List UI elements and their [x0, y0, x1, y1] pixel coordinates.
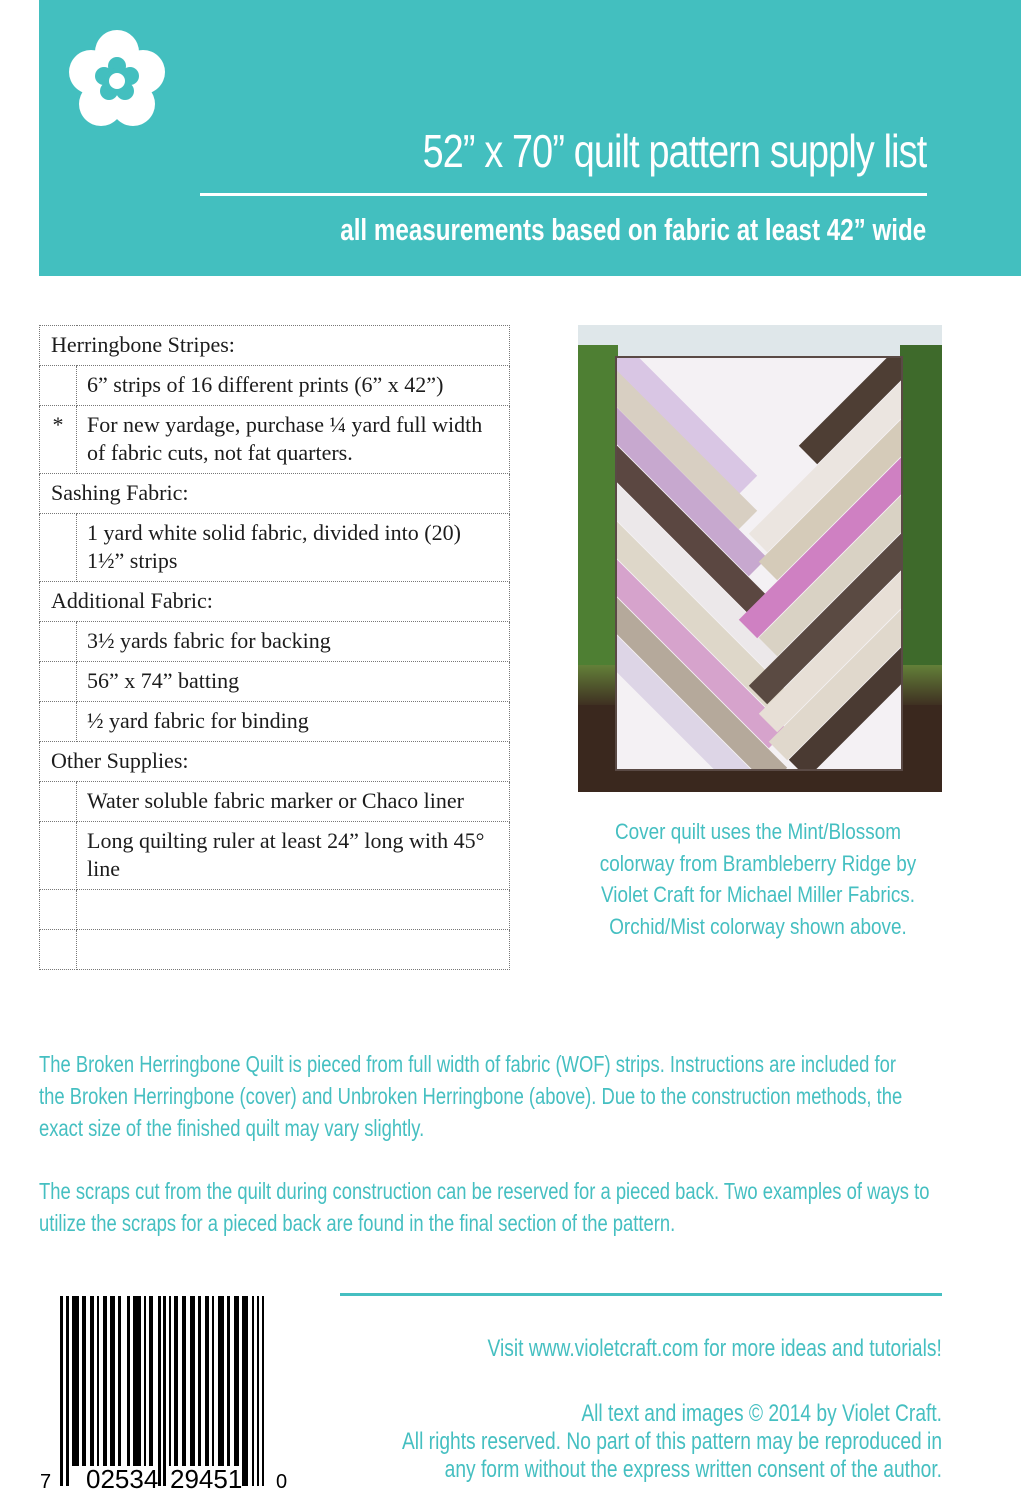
page-subtitle: all measurements based on fabric at least 42” wide: [340, 212, 926, 247]
item-text: 1 yard white solid fabric, divided into (20) 1½” strips: [77, 514, 510, 582]
category-row: [40, 474, 510, 514]
item-mark: [40, 366, 77, 406]
item-row: [40, 622, 510, 662]
item-mark: [40, 622, 77, 662]
item-text: For new yardage, purchase ¼ yard full width of fabric cuts, not fat quarters.: [77, 406, 510, 474]
item-row: [40, 822, 510, 890]
item-text: 6” strips of 16 different prints (6” x 42”): [77, 366, 510, 406]
website-link[interactable]: Visit www.violetcraft.com for more ideas and tutorials!: [487, 1335, 942, 1362]
item-mark: [40, 514, 77, 582]
category-row: [40, 326, 510, 366]
category-label: Additional Fabric:: [40, 582, 510, 622]
item-mark: [40, 822, 77, 890]
copyright-line-1: All text and images © 2014 by Violet Craft.: [581, 1400, 942, 1427]
item-row: [40, 782, 510, 822]
category-row: [40, 582, 510, 622]
description-paragraph-1: The Broken Herringbone Quilt is pieced from full width of fabric (WOF) strips. Instructions are included for the Broken Herringbone (cover) and Unbroken Herringbone (above). Due to the construction methods, the exact size of the finished quilt may vary slightly.: [39, 1051, 903, 1141]
quilt-photo: [578, 325, 942, 792]
description-paragraph-2: The scraps cut from the quilt during construction can be reserved for a pieced back. Two examples of ways to utilize the scraps for a pieced back are found in the final section of the pattern.: [39, 1178, 930, 1236]
asterisk-mark: *: [40, 406, 77, 474]
item-text: 56” x 74” batting: [77, 662, 510, 702]
title-divider: [200, 193, 927, 196]
page-title: 52” x 70” quilt pattern supply list: [422, 125, 926, 177]
item-row: [40, 702, 510, 742]
item-text: Water soluble fabric marker or Chaco liner: [77, 782, 510, 822]
barcode-icon: [40, 1292, 290, 1492]
footer-divider: [340, 1293, 942, 1296]
item-mark: [40, 782, 77, 822]
item-mark: [40, 930, 77, 970]
item-text: ½ yard fabric for binding: [77, 702, 510, 742]
copyright-line-3: any form without the express written consent of the author.: [444, 1456, 942, 1483]
category-label: Other Supplies:: [40, 742, 510, 782]
item-row: [40, 406, 510, 474]
empty-row: [40, 930, 510, 970]
item-mark: [40, 662, 77, 702]
item-text: [77, 930, 510, 970]
quilt-illustration: [578, 325, 942, 792]
item-mark: [40, 890, 77, 930]
copyright-notice: [402, 1400, 942, 1484]
item-row: [40, 662, 510, 702]
svg-text:0: 0: [276, 1471, 288, 1492]
flower-icon: [67, 30, 167, 130]
item-text: Long quilting ruler at least 24” long with 45° line: [77, 822, 510, 890]
item-row: [40, 514, 510, 582]
photo-caption: Cover quilt uses the Mint/Blossom colorway from Brambleberry Ridge by Violet Craft for Michael Miller Fabrics. Orchid/Mist colorway shown above.: [599, 819, 917, 939]
svg-text:02534: 02534: [86, 1464, 159, 1492]
header-banner: [39, 0, 1021, 276]
item-row: [40, 366, 510, 406]
supply-list-table: [39, 325, 510, 970]
empty-row: [40, 890, 510, 930]
item-text: 3½ yards fabric for backing: [77, 622, 510, 662]
item-text: [77, 890, 510, 930]
svg-text:7: 7: [40, 1471, 52, 1492]
copyright-line-2: All rights reserved. No part of this pattern may be reproduced in: [402, 1428, 942, 1455]
category-row: [40, 742, 510, 782]
category-label: Herringbone Stripes:: [40, 326, 510, 366]
item-mark: [40, 702, 77, 742]
category-label: Sashing Fabric:: [40, 474, 510, 514]
svg-text:29451: 29451: [170, 1464, 243, 1492]
